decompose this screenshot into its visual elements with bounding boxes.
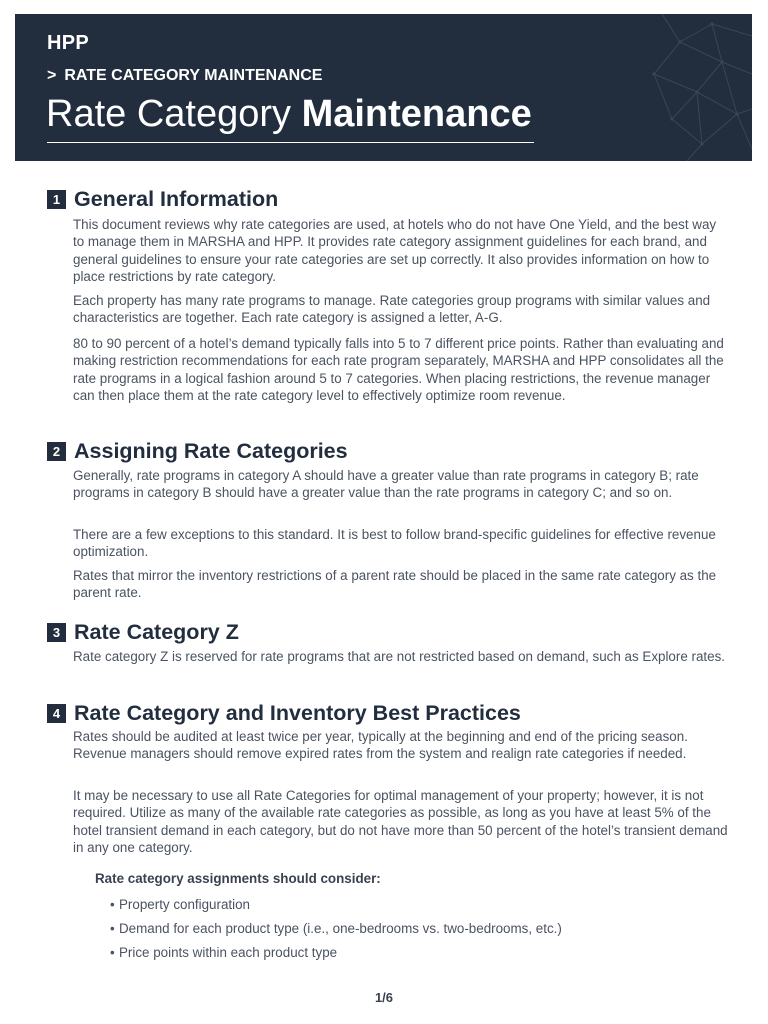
list-item-text: Property configuration (119, 897, 251, 912)
section-number-badge: 3 (47, 623, 66, 642)
page-title-light: Rate Category (46, 93, 292, 135)
list-item (110, 917, 562, 941)
page-title (46, 91, 532, 137)
section-number-badge: 2 (47, 442, 66, 461)
header-network-graphic (642, 14, 752, 161)
breadcrumb-label: RATE CATEGORY MAINTENANCE (64, 67, 323, 84)
paragraph: It may be necessary to use all Rate Categories for optimal management of your property; however, it is not required. Utilize as many of the available rate categories as possible, as long as you have at least 5% of the hotel transient demand in each category, but do not have more than 50 percent of the hotel’s transient demand in any one category. (73, 788, 728, 856)
list-item (110, 941, 562, 965)
section-title: Assigning Rate Categories (74, 439, 348, 463)
list-item (110, 893, 562, 917)
paragraph: Each property has many rate programs to manage. Rate categories group programs with similar values and characteristics are together. Each rate category is assigned a letter, A-G. (73, 293, 711, 326)
subheading: Rate category assignments should consider: (95, 871, 381, 886)
section-heading-best-practices (47, 701, 521, 726)
section-title: Rate Category Z (74, 620, 239, 644)
paragraph: This document reviews why rate categories are used, at hotels who do not have One Yield, and the best way to manage them in MARSHA and HPP. It provides rate category assignment guidelines for each brand, and general guidelines to ensure your rate categories are set up correctly. It also provides information on how to place restrictions by rate category. (73, 217, 717, 285)
list-item-text: Price points within each product type (119, 945, 338, 960)
chevron-right-icon: > (47, 67, 57, 84)
section-heading-assigning-rate-categories (47, 439, 348, 464)
paragraph: Rates should be audited at least twice per year, typically at the beginning and end of the pricing season. Revenue managers should remove expired rates from the system and realign rate categories if needed. (73, 729, 688, 762)
bullet-icon: • (110, 921, 115, 936)
section-number-badge: 1 (47, 190, 66, 209)
page-title-bold: Maintenance (301, 93, 532, 135)
paragraph: Rates that mirror the inventory restrictions of a parent rate should be placed in the same rate category as the parent rate. (73, 568, 717, 601)
section-number-badge: 4 (47, 704, 66, 723)
paragraph: Generally, rate programs in category A should have a greater value than rate programs in category B; rate programs in category B should have a greater value than the rate programs in category C; and so on. (73, 468, 699, 501)
list-item-text: Demand for each product type (i.e., one-bedrooms vs. two-bedrooms, etc.) (119, 921, 562, 936)
paragraph: There are a few exceptions to this standard. It is best to follow brand-specific guidelines for effective revenue optimization. (73, 527, 716, 560)
section-title: Rate Category and Inventory Best Practices (74, 701, 521, 725)
bullet-icon: • (110, 945, 115, 960)
breadcrumb (47, 67, 322, 85)
paragraph: Rate category Z is reserved for rate programs that are not restricted based on demand, such as Explore rates. (73, 649, 725, 664)
section-title: General Information (74, 187, 279, 211)
section-heading-general-information (47, 187, 278, 212)
page-number: 1/6 (374, 990, 394, 1005)
brand-label: HPP (47, 32, 90, 54)
paragraph: 80 to 90 percent of a hotel’s demand typically falls into 5 to 7 different price points. Rather than evaluating and making restriction recommendations for each rate program separately, MARSHA and HPP consolidates all the rate programs in a logical fashion around 5 to 7 categories. When placing restrictions, the revenue manager can then place them at the rate category level to effectively optimize room revenue. (73, 336, 724, 404)
bullet-list (110, 893, 562, 965)
title-underline (47, 142, 534, 143)
section-heading-rate-category-z (47, 620, 239, 645)
bullet-icon: • (110, 897, 115, 912)
document-header (15, 14, 752, 161)
